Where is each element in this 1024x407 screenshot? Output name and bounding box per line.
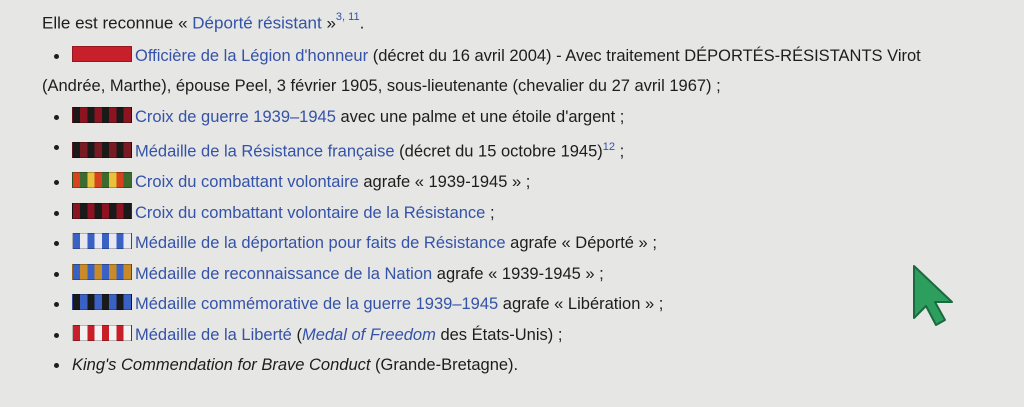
award-kings-commendation [72,350,1012,381]
award-link[interactable]: Médaille commémorative de la guerre 1939–1945 [135,295,499,314]
arrow-cursor-icon [908,262,960,328]
award-text-pre: ( [291,325,302,344]
award-link[interactable]: Médaille de la Liberté [135,325,292,344]
award-text: agrafe « 1939-1945 » ; [358,173,531,192]
award-link[interactable]: Croix du combattant volontaire de la Résistance [135,203,486,222]
ribbon-medaille-resistance-icon [72,142,132,158]
award-link[interactable]: Croix du combattant volontaire [135,173,359,192]
award-link[interactable]: Officière de la Légion d'honneur [135,46,369,65]
award-reconnaissance-nation [72,259,1012,290]
award-text: agrafe « 1939-1945 » ; [432,264,604,283]
deporte-resistant-link[interactable]: Déporté résistant [192,13,322,33]
intro-refs[interactable]: 3, 11 [335,11,360,23]
ribbon-croix-combattant-icon [72,172,132,188]
ribbon-commemorative-icon [72,294,132,310]
award-commemorative-guerre [72,289,1012,320]
award-medaille-resistance [72,132,1012,167]
ribbon-liberte-icon [72,325,132,341]
ribbon-combattant-resistance-icon [72,203,132,219]
awards-list [42,41,1012,381]
award-link[interactable]: Médaille de reconnaissance de la Nation [135,264,433,283]
award-text: agrafe « Libération » ; [498,295,664,314]
award-link[interactable]: Croix de guerre 1939–1945 [135,107,336,126]
award-croix-combattant-volontaire [72,167,1012,198]
ribbon-croix-guerre-icon [72,107,132,123]
award-end: ; [615,142,625,161]
intro-text: Elle est reconnue « [42,13,193,33]
award-croix-combattant-resistance [72,198,1012,229]
intro-end: . [359,13,365,33]
award-text: agrafe « Déporté » ; [505,234,657,253]
ribbon-deportation-icon [72,233,132,249]
award-link[interactable]: Médaille de la déportation pour faits de Résistance [135,234,506,253]
award-italic-name: King's Commendation for Brave Conduct [72,356,371,375]
decorations-section [42,6,1012,381]
award-text: (décret du 16 avril 2004) - Avec traitement DÉPORTÉS-RÉSISTANTS Virot [368,46,921,65]
award-text: (Grande-Bretagne). [370,356,519,375]
intro-line [42,6,1012,37]
award-text: des États-Unis) ; [435,325,563,344]
award-text: avec une palme et une étoile d'argent ; [335,107,625,126]
award-croix-guerre [72,102,1012,133]
intro-after: » [321,13,336,33]
award-text: ; [485,203,495,222]
medal-of-freedom-link[interactable]: Medal of Freedom [301,325,436,344]
ribbon-legion-honneur-icon [72,46,132,62]
award-medaille-liberte [72,320,1012,351]
ribbon-reconnaissance-icon [72,264,132,280]
award-text-continuation: (Andrée, Marthe), épouse Peel, 3 février 1905, sous-lieutenante (chevalier du 27 avril 1967) ; [42,77,721,96]
award-medaille-deportation [72,228,1012,259]
award-ref[interactable]: 12 [602,141,616,154]
award-link[interactable]: Médaille de la Résistance française [135,142,395,161]
award-legion-honneur [42,41,1012,102]
award-text: (décret du 15 octobre 1945) [394,142,603,161]
